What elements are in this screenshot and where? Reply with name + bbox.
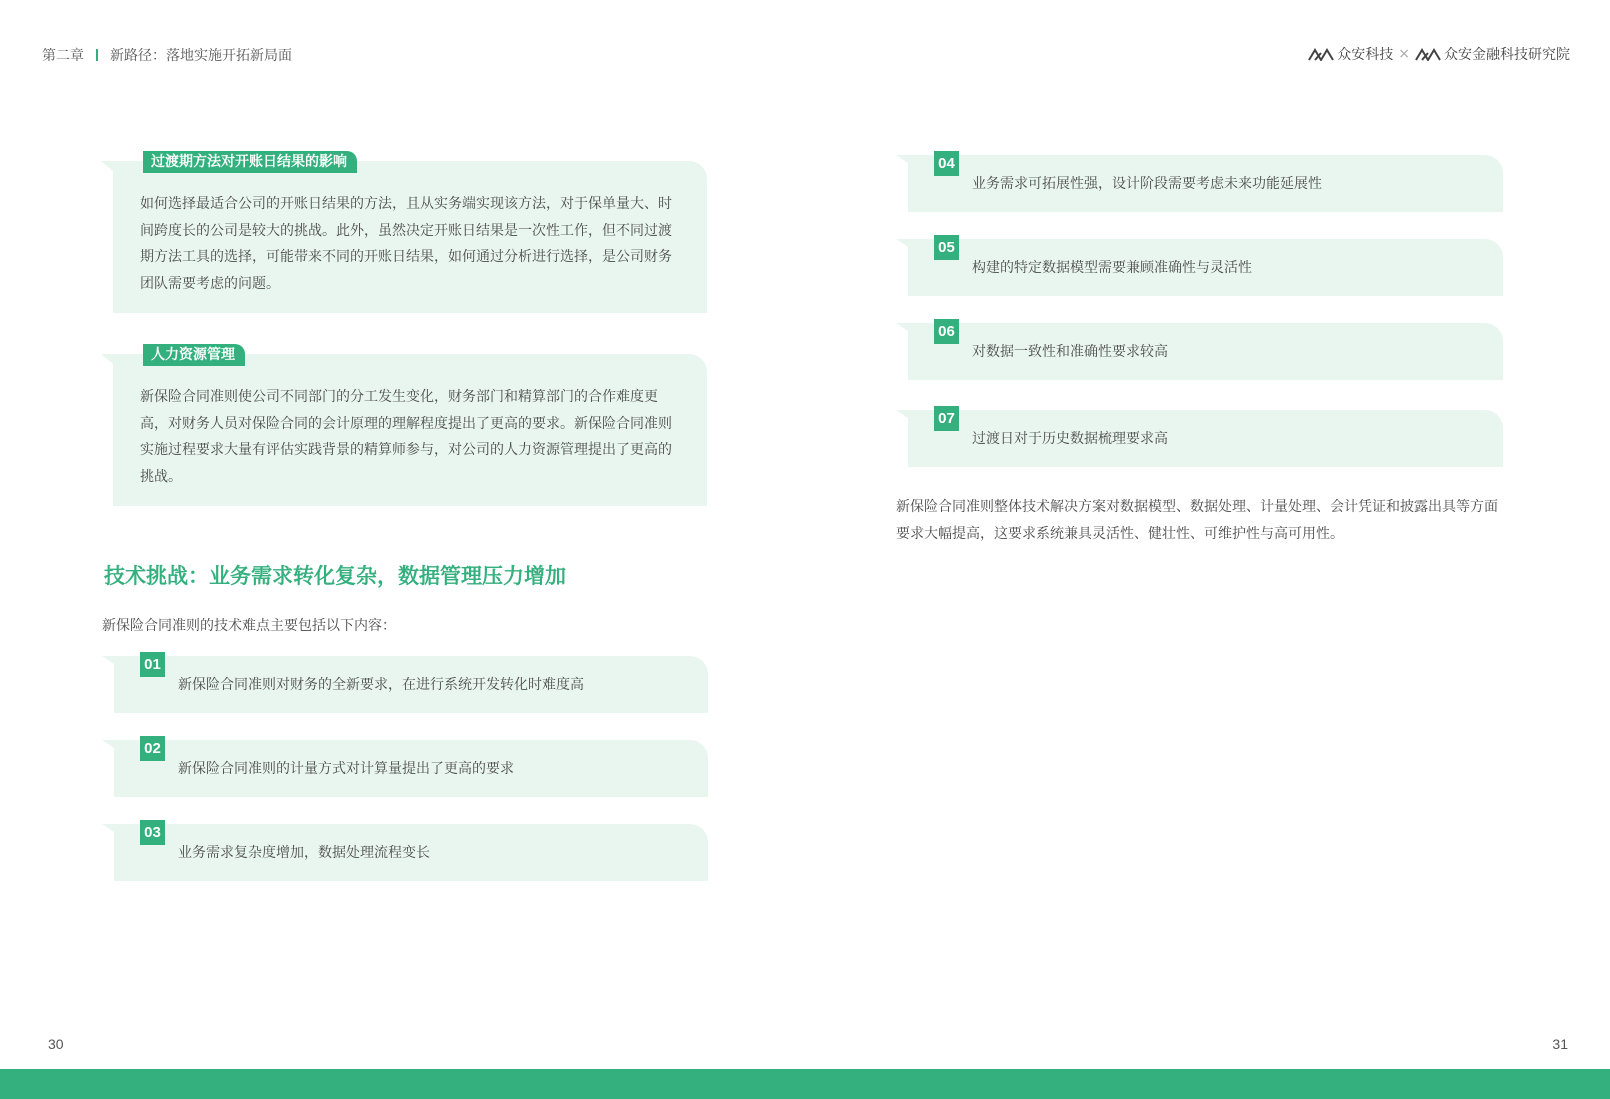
card-tag: 人力资源管理 — [143, 344, 245, 366]
tech-summary: 新保险合同准则整体技术解决方案对数据模型、数据处理、计量处理、会计凭证和披露出具等方面要求大幅提高，这要求系统兼具灵活性、健壮性、可维护性与高可用性。 — [896, 499, 1498, 542]
tech-item-04 — [908, 155, 1503, 212]
tech-item-02 — [114, 740, 708, 797]
tech-item-06 — [908, 323, 1503, 380]
card-body: 新保险合同准则使公司不同部门的分工发生变化，财务部门和精算部门的合作难度更高，对财务人员对保险合同的会计原理的理解程度提出了更高的要求。新保险合同准则实施过程要求大量有评估实践背景的精算师参与，对公司的人力资源管理提出了更高的挑战。 — [140, 389, 672, 485]
chapter-label: 第二章 — [42, 48, 84, 64]
item-text: 业务需求复杂度增加，数据处理流程变长 — [178, 845, 430, 861]
zhongan-logo-icon — [1415, 47, 1441, 61]
section-label: 新路径：落地实施开拓新局面 — [110, 48, 292, 64]
tech-item-03 — [114, 824, 708, 881]
card-body: 如何选择最适合公司的开账日结果的方法，且从实务端实现该方法，对于保单量大、时间跨度长的公司是较大的挑战。此外，虽然决定开账日结果是一次性工作，但不同过渡期方法工具的选择，可能带来不同的开账日结果，如何通过分析进行选择，是公司财务团队需要考虑的问题。 — [140, 196, 672, 292]
brand-header — [1308, 44, 1570, 64]
chapter-header — [42, 45, 292, 65]
item-text: 过渡日对于历史数据梳理要求高 — [972, 431, 1168, 447]
footer-bar — [0, 1069, 1610, 1099]
item-number: 06 — [934, 319, 959, 344]
item-text: 对数据一致性和准确性要求较高 — [972, 344, 1168, 360]
item-text: 新保险合同准则对财务的全新要求，在进行系统开发转化时难度高 — [178, 677, 584, 693]
page-number-left: 30 — [48, 1036, 64, 1052]
tech-challenge-title: 技术挑战：业务需求转化复杂，数据管理压力增加 — [104, 564, 566, 588]
tech-item-01 — [114, 656, 708, 713]
tech-intro: 新保险合同准则的技术难点主要包括以下内容： — [102, 618, 396, 634]
brand-zhongan-tech — [1308, 44, 1393, 64]
brand2-name: 众安金融科技研究院 — [1444, 47, 1570, 63]
card-tag: 过渡期方法对开账日结果的影响 — [143, 151, 357, 173]
brand-separator: × — [1398, 46, 1410, 62]
transition-method-card — [113, 154, 707, 313]
zhongan-logo-icon — [1308, 47, 1334, 61]
hr-management-card — [113, 347, 707, 506]
item-number: 01 — [140, 652, 165, 677]
item-text: 构建的特定数据模型需要兼顾准确性与灵活性 — [972, 260, 1252, 276]
header-divider — [96, 49, 98, 61]
item-number: 04 — [934, 151, 959, 176]
item-text: 新保险合同准则的计量方式对计算量提出了更高的要求 — [178, 761, 514, 777]
tech-item-07 — [908, 410, 1503, 467]
brand1-name: 众安科技 — [1337, 47, 1394, 63]
item-number: 05 — [934, 235, 959, 260]
item-text: 业务需求可拓展性强，设计阶段需要考虑未来功能延展性 — [972, 176, 1322, 192]
brand-zhongan-institute — [1415, 44, 1570, 64]
page-number-right: 31 — [1552, 1036, 1568, 1052]
item-number: 03 — [140, 820, 165, 845]
item-number: 02 — [140, 736, 165, 761]
tech-item-05 — [908, 239, 1503, 296]
item-number: 07 — [934, 406, 959, 431]
